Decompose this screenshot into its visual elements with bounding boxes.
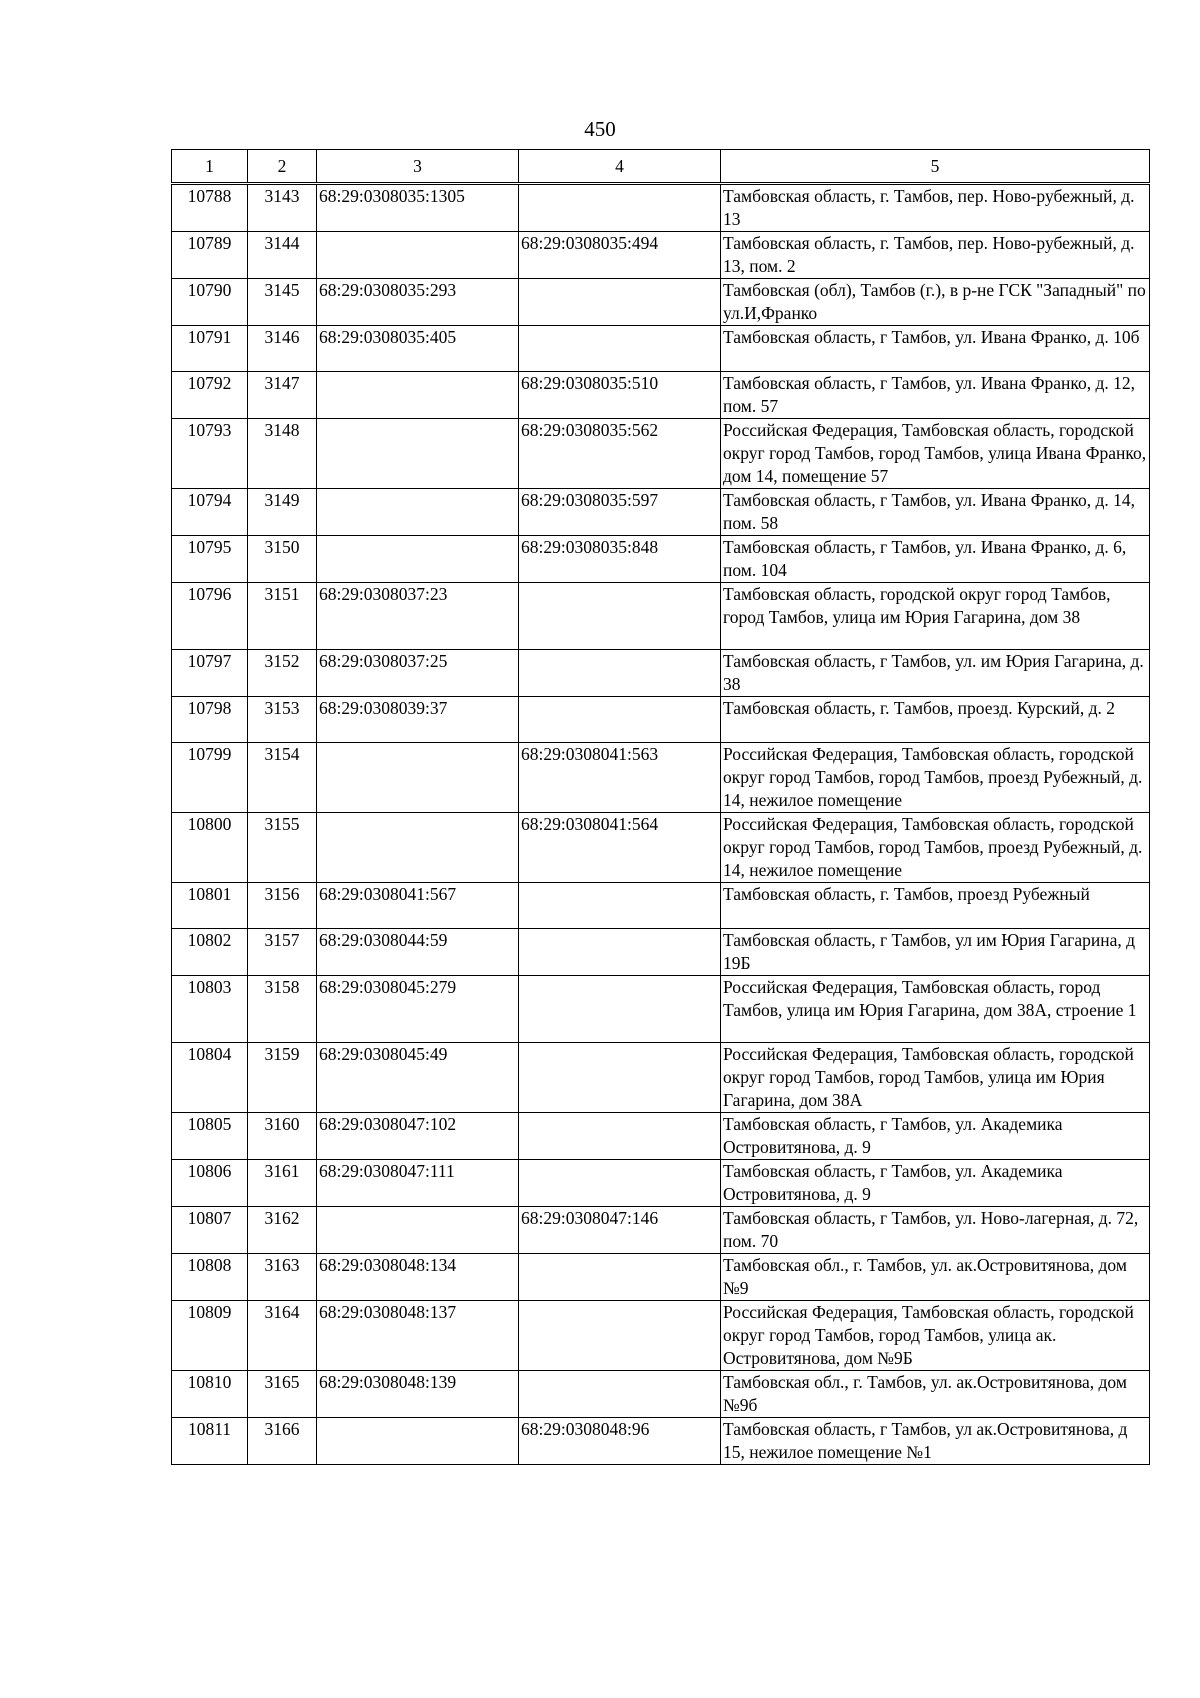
table-row — [172, 743, 1150, 813]
column-header-1: 1 — [172, 150, 248, 184]
premises-cadastral-number-cell: 68:29:0308048:96 — [519, 1418, 721, 1465]
table-row — [172, 1207, 1150, 1254]
register-number-cell: 3157 — [248, 929, 317, 976]
register-number-cell: 3146 — [248, 326, 317, 372]
column-header-5: 5 — [721, 150, 1150, 184]
address-cell: Тамбовская область, г Тамбов, ул. Ивана Франко, д. 6, пом. 104 — [721, 536, 1150, 583]
premises-cadastral-number-cell: 68:29:0308035:494 — [519, 232, 721, 279]
register-number-cell: 3150 — [248, 536, 317, 583]
table-row — [172, 976, 1150, 1043]
register-number-cell: 3153 — [248, 697, 317, 743]
row-number-cell: 10810 — [172, 1371, 248, 1418]
table-row — [172, 419, 1150, 489]
register-number-cell: 3147 — [248, 372, 317, 419]
address-cell: Тамбовская область, г Тамбов, ул ак.Островитянова, д 15, нежилое помещение №1 — [721, 1418, 1150, 1465]
row-number-cell: 10798 — [172, 697, 248, 743]
address-cell: Тамбовская область, г Тамбов, ул. Академика Островитянова, д. 9 — [721, 1113, 1150, 1160]
address-cell: Российская Федерация, Тамбовская область, городской округ город Тамбов, город Тамбов, проезд Рубежный, д. 14, нежилое помещение — [721, 813, 1150, 883]
row-number-cell: 10793 — [172, 419, 248, 489]
row-number-cell: 10799 — [172, 743, 248, 813]
premises-cadastral-number-cell: 68:29:0308035:848 — [519, 536, 721, 583]
address-cell: Российская Федерация, Тамбовская область, городской округ город Тамбов, город Тамбов, улица им Юрия Гагарина, дом 38А — [721, 1043, 1150, 1113]
table-row — [172, 184, 1150, 232]
row-number-cell: 10811 — [172, 1418, 248, 1465]
address-cell: Российская Федерация, Тамбовская область, городской округ город Тамбов, город Тамбов, улица Ивана Франко, дом 14, помещение 57 — [721, 419, 1150, 489]
table-row — [172, 489, 1150, 536]
register-number-cell: 3143 — [248, 184, 317, 232]
register-number-cell: 3154 — [248, 743, 317, 813]
row-number-cell: 10800 — [172, 813, 248, 883]
address-cell: Российская Федерация, Тамбовская область, городской округ город Тамбов, город Тамбов, улица ак. Островитянова, дом №9Б — [721, 1301, 1150, 1371]
table-row — [172, 1301, 1150, 1371]
address-cell: Тамбовская область, г. Тамбов, пер. Ново-рубежный, д. 13, пом. 2 — [721, 232, 1150, 279]
cadastral-number-cell: 68:29:0308047:102 — [317, 1113, 519, 1160]
address-cell: Тамбовская область, г. Тамбов, проезд. Курский, д. 2 — [721, 697, 1150, 743]
register-number-cell: 3165 — [248, 1371, 317, 1418]
cadastral-number-cell: 68:29:0308045:49 — [317, 1043, 519, 1113]
table-row — [172, 326, 1150, 372]
address-cell: Тамбовская область, г Тамбов, ул. Ивана Франко, д. 10б — [721, 326, 1150, 372]
register-number-cell: 3145 — [248, 279, 317, 326]
table-row — [172, 813, 1150, 883]
register-number-cell: 3164 — [248, 1301, 317, 1371]
premises-cadastral-number-cell — [519, 583, 721, 650]
register-number-cell: 3158 — [248, 976, 317, 1043]
premises-cadastral-number-cell — [519, 1254, 721, 1301]
table-row — [172, 697, 1150, 743]
header-row — [172, 150, 1150, 184]
premises-cadastral-number-cell: 68:29:0308035:510 — [519, 372, 721, 419]
cadastral-number-cell: 68:29:0308041:567 — [317, 883, 519, 929]
table-row — [172, 372, 1150, 419]
premises-cadastral-number-cell: 68:29:0308035:597 — [519, 489, 721, 536]
cadastral-number-cell: 68:29:0308035:293 — [317, 279, 519, 326]
premises-cadastral-number-cell: 68:29:0308041:563 — [519, 743, 721, 813]
cadastral-number-cell — [317, 419, 519, 489]
premises-cadastral-number-cell: 68:29:0308047:146 — [519, 1207, 721, 1254]
row-number-cell: 10806 — [172, 1160, 248, 1207]
cadastral-number-cell: 68:29:0308048:139 — [317, 1371, 519, 1418]
register-number-cell: 3162 — [248, 1207, 317, 1254]
register-number-cell: 3163 — [248, 1254, 317, 1301]
premises-cadastral-number-cell — [519, 976, 721, 1043]
register-number-cell: 3149 — [248, 489, 317, 536]
address-cell: Тамбовская область, г. Тамбов, проезд Рубежный — [721, 883, 1150, 929]
row-number-cell: 10808 — [172, 1254, 248, 1301]
address-cell: Тамбовская область, г Тамбов, ул. Академика Островитянова, д. 9 — [721, 1160, 1150, 1207]
row-number-cell: 10802 — [172, 929, 248, 976]
premises-cadastral-number-cell — [519, 1301, 721, 1371]
row-number-cell: 10807 — [172, 1207, 248, 1254]
row-number-cell: 10804 — [172, 1043, 248, 1113]
register-number-cell: 3160 — [248, 1113, 317, 1160]
registry-table — [171, 149, 1150, 1465]
column-header-4: 4 — [519, 150, 721, 184]
premises-cadastral-number-cell: 68:29:0308035:562 — [519, 419, 721, 489]
row-number-cell: 10801 — [172, 883, 248, 929]
register-number-cell: 3148 — [248, 419, 317, 489]
premises-cadastral-number-cell — [519, 697, 721, 743]
address-cell: Тамбовская обл., г. Тамбов, ул. ак.Островитянова, дом №9б — [721, 1371, 1150, 1418]
table-row — [172, 1043, 1150, 1113]
row-number-cell: 10809 — [172, 1301, 248, 1371]
register-number-cell: 3159 — [248, 1043, 317, 1113]
row-number-cell: 10796 — [172, 583, 248, 650]
cadastral-number-cell — [317, 536, 519, 583]
register-number-cell: 3161 — [248, 1160, 317, 1207]
register-number-cell: 3166 — [248, 1418, 317, 1465]
row-number-cell: 10789 — [172, 232, 248, 279]
column-header-2: 2 — [248, 150, 317, 184]
address-cell: Тамбовская область, г Тамбов, ул. Ивана Франко, д. 14, пом. 58 — [721, 489, 1150, 536]
table-row — [172, 883, 1150, 929]
table-row — [172, 1371, 1150, 1418]
row-number-cell: 10797 — [172, 650, 248, 697]
register-number-cell: 3156 — [248, 883, 317, 929]
table-row — [172, 279, 1150, 326]
register-number-cell: 3151 — [248, 583, 317, 650]
premises-cadastral-number-cell — [519, 650, 721, 697]
page-number: 450 — [584, 117, 616, 141]
table-row — [172, 1418, 1150, 1465]
address-cell: Тамбовская область, г Тамбов, ул. Ивана Франко, д. 12, пом. 57 — [721, 372, 1150, 419]
cadastral-number-cell: 68:29:0308037:25 — [317, 650, 519, 697]
address-cell: Тамбовская (обл), Тамбов (г.), в р-не ГСК "Западный" по ул.И,Франко — [721, 279, 1150, 326]
premises-cadastral-number-cell — [519, 929, 721, 976]
table-header — [172, 150, 1150, 184]
register-number-cell: 3152 — [248, 650, 317, 697]
cadastral-number-cell: 68:29:0308045:279 — [317, 976, 519, 1043]
row-number-cell: 10803 — [172, 976, 248, 1043]
row-number-cell: 10794 — [172, 489, 248, 536]
cadastral-number-cell: 68:29:0308035:405 — [317, 326, 519, 372]
cadastral-number-cell: 68:29:0308039:37 — [317, 697, 519, 743]
address-cell: Российская Федерация, Тамбовская область, город Тамбов, улица им Юрия Гагарина, дом 38А, строение 1 — [721, 976, 1150, 1043]
address-cell: Тамбовская область, г. Тамбов, пер. Ново-рубежный, д. 13 — [721, 184, 1150, 232]
row-number-cell: 10790 — [172, 279, 248, 326]
row-number-cell: 10792 — [172, 372, 248, 419]
cadastral-number-cell — [317, 232, 519, 279]
premises-cadastral-number-cell — [519, 1113, 721, 1160]
cadastral-number-cell — [317, 372, 519, 419]
column-header-3: 3 — [317, 150, 519, 184]
cadastral-number-cell — [317, 813, 519, 883]
premises-cadastral-number-cell — [519, 184, 721, 232]
row-number-cell: 10805 — [172, 1113, 248, 1160]
cadastral-number-cell: 68:29:0308047:111 — [317, 1160, 519, 1207]
cadastral-number-cell — [317, 489, 519, 536]
cadastral-number-cell — [317, 743, 519, 813]
register-number-cell: 3155 — [248, 813, 317, 883]
premises-cadastral-number-cell — [519, 326, 721, 372]
address-cell: Российская Федерация, Тамбовская область, городской округ город Тамбов, город Тамбов, проезд Рубежный, д. 14, нежилое помещение — [721, 743, 1150, 813]
premises-cadastral-number-cell — [519, 1043, 721, 1113]
row-number-cell: 10788 — [172, 184, 248, 232]
premises-cadastral-number-cell — [519, 279, 721, 326]
address-cell: Тамбовская область, городской округ город Тамбов, город Тамбов, улица им Юрия Гагарина, дом 38 — [721, 583, 1150, 650]
premises-cadastral-number-cell — [519, 1160, 721, 1207]
table-body — [172, 184, 1150, 1465]
table-row — [172, 232, 1150, 279]
table-row — [172, 583, 1150, 650]
cadastral-number-cell: 68:29:0308037:23 — [317, 583, 519, 650]
cadastral-number-cell: 68:29:0308044:59 — [317, 929, 519, 976]
cadastral-number-cell — [317, 1207, 519, 1254]
premises-cadastral-number-cell: 68:29:0308041:564 — [519, 813, 721, 883]
register-number-cell: 3144 — [248, 232, 317, 279]
table-row — [172, 650, 1150, 697]
table-row — [172, 1254, 1150, 1301]
address-cell: Тамбовская область, г Тамбов, ул им Юрия Гагарина, д 19Б — [721, 929, 1150, 976]
premises-cadastral-number-cell — [519, 883, 721, 929]
cadastral-number-cell: 68:29:0308048:134 — [317, 1254, 519, 1301]
address-cell: Тамбовская область, г Тамбов, ул. им Юрия Гагарина, д. 38 — [721, 650, 1150, 697]
cadastral-number-cell: 68:29:0308048:137 — [317, 1301, 519, 1371]
table-row — [172, 929, 1150, 976]
row-number-cell: 10791 — [172, 326, 248, 372]
table-row — [172, 536, 1150, 583]
table-row — [172, 1160, 1150, 1207]
cadastral-number-cell — [317, 1418, 519, 1465]
address-cell: Тамбовская обл., г. Тамбов, ул. ак.Островитянова, дом №9 — [721, 1254, 1150, 1301]
premises-cadastral-number-cell — [519, 1371, 721, 1418]
table-row — [172, 1113, 1150, 1160]
address-cell: Тамбовская область, г Тамбов, ул. Ново-лагерная, д. 72, пом. 70 — [721, 1207, 1150, 1254]
cadastral-number-cell: 68:29:0308035:1305 — [317, 184, 519, 232]
row-number-cell: 10795 — [172, 536, 248, 583]
